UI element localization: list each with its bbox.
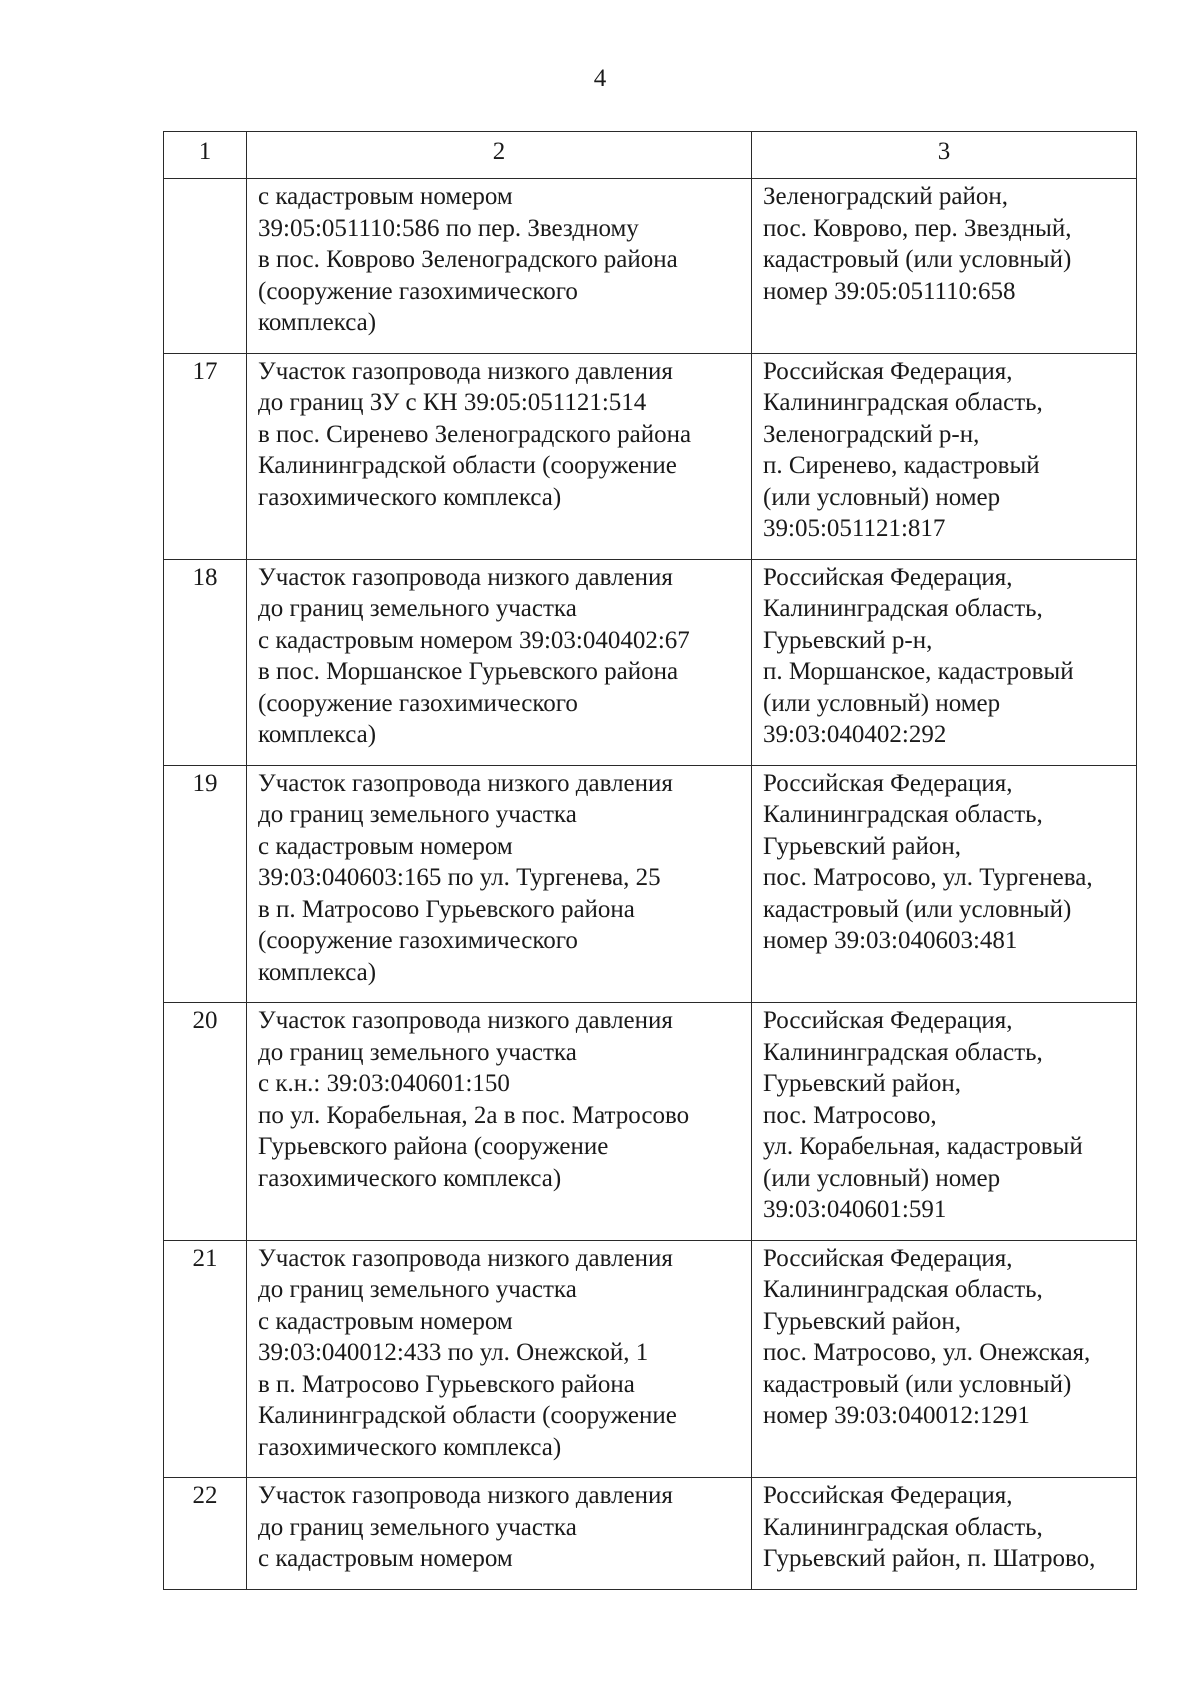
description-line: Калининградской области (сооружение bbox=[258, 1402, 677, 1429]
address-line: Калининградская область, bbox=[763, 595, 1043, 622]
description-line: Калининградской области (сооружение bbox=[258, 452, 677, 479]
address-line: Зеленоградский р-н, bbox=[763, 420, 980, 448]
object-description bbox=[247, 765, 752, 1003]
row-number: 21 bbox=[164, 1240, 247, 1478]
description-line: в пос. Сиренево Зеленоградского района bbox=[258, 420, 692, 448]
column-header-2: 2 bbox=[247, 132, 752, 179]
object-description bbox=[247, 353, 752, 559]
description-line: с к.н.: 39:03:040601:150 bbox=[258, 1070, 510, 1097]
description-line: в п. Матросово Гурьевского района bbox=[258, 1370, 635, 1398]
description-line: Участок газопровода низкого давления bbox=[258, 1482, 673, 1509]
description-line: Участок газопровода низкого давления bbox=[258, 1244, 673, 1272]
table-row bbox=[164, 1240, 1137, 1478]
address-line: Калининградская область, bbox=[763, 1276, 1043, 1303]
description-line: в пос. Моршанское Гурьевского района bbox=[258, 658, 679, 685]
page-number: 4 bbox=[593, 65, 607, 92]
description-line: 39:05:051110:586 по пер. Звездному bbox=[258, 214, 639, 242]
description-line: газохимического комплекса) bbox=[258, 1433, 562, 1461]
address-line: Зеленоградский район, bbox=[763, 183, 1008, 210]
description-line: 39:03:040012:433 по ул. Онежской, 1 bbox=[258, 1339, 649, 1366]
address-line: Российская Федерация, bbox=[763, 1244, 1013, 1272]
description-line: комплекса) bbox=[258, 309, 377, 336]
description-line: газохимического комплекса) bbox=[258, 483, 562, 511]
table-row bbox=[164, 559, 1137, 765]
address-line: Российская Федерация, bbox=[763, 563, 1013, 591]
address-line: пос. Коврово, пер. Звездный, bbox=[763, 214, 1072, 242]
description-line: комплекса) bbox=[258, 721, 377, 748]
address-line: 39:05:051121:817 bbox=[763, 515, 946, 542]
object-address bbox=[752, 1003, 1137, 1241]
object-description bbox=[247, 1240, 752, 1478]
description-line: до границ земельного участка bbox=[258, 1276, 577, 1303]
description-line: (сооружение газохимического bbox=[258, 277, 578, 305]
address-line: п. Сиренево, кадастровый bbox=[763, 452, 1040, 479]
address-line: Гурьевский район, п. Шатрово, bbox=[763, 1545, 1096, 1572]
address-line: кадастровый (или условный) bbox=[763, 246, 1072, 273]
address-line: пос. Матросово, ул. Тургенева, bbox=[763, 864, 1093, 891]
address-line: Российская Федерация, bbox=[763, 1482, 1013, 1509]
description-line: с кадастровым номером bbox=[258, 183, 513, 210]
table-row bbox=[164, 1478, 1137, 1590]
address-line: п. Моршанское, кадастровый bbox=[763, 658, 1074, 685]
object-address bbox=[752, 559, 1137, 765]
description-line: до границ земельного участка bbox=[258, 595, 577, 622]
address-line: Российская Федерация, bbox=[763, 1007, 1013, 1034]
table-row bbox=[164, 765, 1137, 1003]
description-line: газохимического комплекса) bbox=[258, 1164, 562, 1192]
description-line: 39:03:040603:165 по ул. Тургенева, 25 bbox=[258, 864, 661, 891]
address-line: (или условный) номер bbox=[763, 689, 1001, 717]
description-line: в п. Матросово Гурьевского района bbox=[258, 895, 635, 923]
address-line: пос. Матросово, ул. Онежская, bbox=[763, 1339, 1091, 1366]
address-line: Российская Федерация, bbox=[763, 357, 1013, 385]
address-line: номер 39:03:040603:481 bbox=[763, 927, 1018, 954]
description-line: по ул. Корабельная, 2а в пос. Матросово bbox=[258, 1101, 690, 1129]
object-description bbox=[247, 179, 752, 354]
address-line: Российская Федерация, bbox=[763, 769, 1013, 797]
row-number: 20 bbox=[164, 1003, 247, 1241]
description-line: до границ земельного участка bbox=[258, 1038, 577, 1066]
address-line: Калининградская область, bbox=[763, 801, 1043, 828]
object-address bbox=[752, 179, 1137, 354]
address-line: Гурьевский район, bbox=[763, 1070, 962, 1097]
objects-table bbox=[163, 131, 1137, 1590]
column-header-1: 1 bbox=[164, 132, 247, 179]
description-line: (сооружение газохимического bbox=[258, 689, 578, 717]
table-header-row bbox=[164, 132, 1137, 179]
object-description bbox=[247, 1478, 752, 1590]
address-line: (или условный) номер bbox=[763, 1164, 1001, 1192]
description-line: Участок газопровода низкого давления bbox=[258, 769, 673, 797]
description-line: Участок газопровода низкого давления bbox=[258, 1007, 673, 1034]
address-line: кадастровый (или условный) bbox=[763, 895, 1072, 923]
table-row bbox=[164, 179, 1137, 354]
description-line: Участок газопровода низкого давления bbox=[258, 563, 673, 591]
table-row bbox=[164, 353, 1137, 559]
object-address bbox=[752, 765, 1137, 1003]
row-number bbox=[164, 179, 247, 354]
description-line: Участок газопровода низкого давления bbox=[258, 357, 673, 385]
description-line: Гурьевского района (сооружение bbox=[258, 1133, 609, 1160]
address-line: пос. Матросово, bbox=[763, 1101, 937, 1129]
description-line: до границ земельного участка bbox=[258, 801, 577, 828]
table-row bbox=[164, 1003, 1137, 1241]
description-line: (сооружение газохимического bbox=[258, 927, 578, 954]
address-line: Гурьевский р-н, bbox=[763, 626, 933, 654]
description-line: с кадастровым номером 39:03:040402:67 bbox=[258, 626, 690, 654]
description-line: комплекса) bbox=[258, 958, 377, 986]
address-line: Гурьевский район, bbox=[763, 832, 962, 860]
object-address bbox=[752, 353, 1137, 559]
description-line: в пос. Коврово Зеленоградского района bbox=[258, 246, 678, 273]
address-line: номер 39:05:051110:658 bbox=[763, 277, 1016, 305]
row-number: 18 bbox=[164, 559, 247, 765]
description-line: с кадастровым номером bbox=[258, 1307, 513, 1335]
description-line: с кадастровым номером bbox=[258, 1545, 513, 1572]
address-line: номер 39:03:040012:1291 bbox=[763, 1402, 1030, 1429]
row-number: 17 bbox=[164, 353, 247, 559]
object-description bbox=[247, 559, 752, 765]
description-line: до границ земельного участка bbox=[258, 1513, 577, 1541]
row-number: 19 bbox=[164, 765, 247, 1003]
address-line: ул. Корабельная, кадастровый bbox=[763, 1133, 1083, 1160]
address-line: Гурьевский район, bbox=[763, 1307, 962, 1335]
column-header-3: 3 bbox=[752, 132, 1137, 179]
object-address bbox=[752, 1478, 1137, 1590]
address-line: кадастровый (или условный) bbox=[763, 1370, 1072, 1398]
address-line: 39:03:040601:591 bbox=[763, 1196, 947, 1223]
description-line: с кадастровым номером bbox=[258, 832, 513, 860]
table-body bbox=[164, 179, 1137, 1590]
address-line: Калининградская область, bbox=[763, 389, 1043, 416]
row-number: 22 bbox=[164, 1478, 247, 1590]
description-line: до границ ЗУ с КН 39:05:051121:514 bbox=[258, 389, 647, 416]
object-description bbox=[247, 1003, 752, 1241]
address-line: Калининградская область, bbox=[763, 1513, 1043, 1541]
address-line: Калининградская область, bbox=[763, 1038, 1043, 1066]
object-address bbox=[752, 1240, 1137, 1478]
address-line: 39:03:040402:292 bbox=[763, 721, 947, 748]
address-line: (или условный) номер bbox=[763, 483, 1001, 511]
